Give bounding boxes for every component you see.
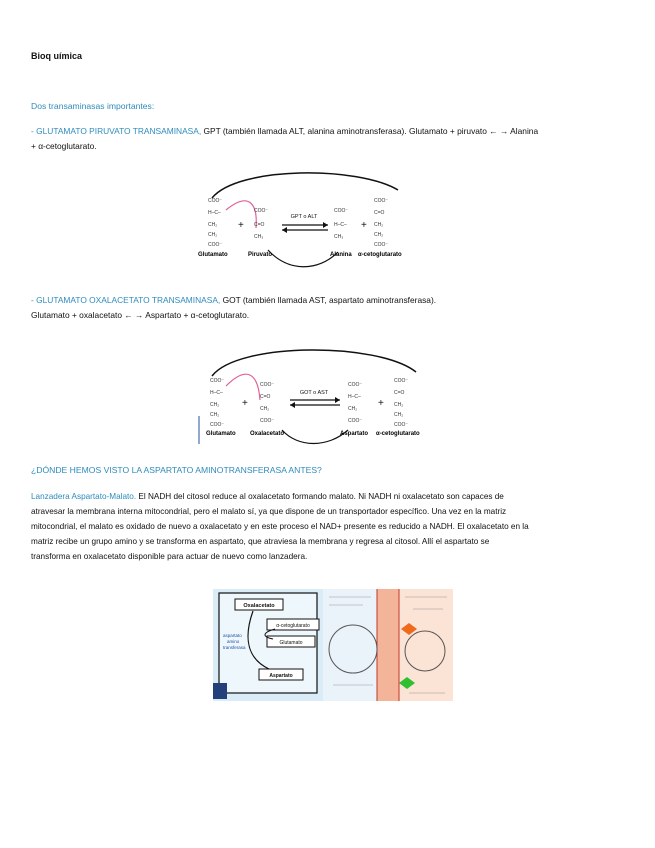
svg-text:COO⁻: COO⁻ — [348, 382, 363, 388]
shuttle-paragraph — [31, 489, 631, 564]
shuttle-line-1: El NADH del citosol reduce al oxalacetato formando malato. Ni NADH ni oxalacetato son capaces de — [136, 492, 504, 501]
return-arrow — [282, 430, 348, 444]
svg-text:CH₂: CH₂ — [208, 232, 218, 238]
amino-transfer-arrow — [212, 350, 416, 376]
fig2-label-cetoglutarato: α-cetoglutarato — [376, 431, 420, 437]
svg-text:CH₂: CH₂ — [260, 406, 270, 412]
svg-text:+: + — [238, 220, 244, 231]
svg-text:COO⁻: COO⁻ — [210, 422, 225, 428]
box-oxalacetato: Oxalacetato — [243, 603, 275, 609]
shuttle-figure — [213, 589, 453, 701]
amino-transfer-arrow — [212, 173, 398, 198]
svg-text:COO⁻: COO⁻ — [348, 418, 363, 424]
svg-text:CH₂: CH₂ — [348, 406, 358, 412]
shuttle-line-5: transforma en oxalacetato disponible para actuar de nuevo como lanzadera. — [31, 552, 308, 561]
svg-text:H–C–: H–C– — [348, 394, 361, 400]
section-heading-aspartate: ¿DÓNDE HEMOS VISTO LA ASPARTATO AMINOTRANSFERASA ANTES? — [31, 465, 322, 475]
return-arrow — [268, 250, 338, 267]
svg-text:COO⁻: COO⁻ — [210, 378, 225, 384]
box-cetoglutarato: α-cetoglutarato — [276, 623, 310, 629]
svg-text:CH₂: CH₂ — [374, 222, 384, 228]
alt-paragraph — [31, 124, 538, 154]
got-enzyme-name: - GLUTAMATO OXALACETATO TRANSAMINASA, — [31, 295, 221, 305]
enzyme-label-2: amino — [227, 639, 240, 644]
shuttle-line-2: atravesar la membrana interna mitocondrial, pero el malato sí, ya que dispone de un transportador específico. Una vez en la matriz — [31, 507, 507, 516]
svg-text:H–C–: H–C– — [210, 390, 223, 396]
ast-reaction-figure — [198, 346, 430, 446]
svg-text:+: + — [242, 398, 248, 409]
shuttle-name: Lanzadera Aspartato-Malato. — [31, 492, 137, 501]
svg-text:+: + — [361, 220, 367, 231]
svg-text:COO⁻: COO⁻ — [260, 418, 275, 424]
fig1-label-glutamato: Glutamato — [198, 252, 228, 258]
alt-reaction-figure — [198, 172, 413, 272]
alt-text-line2: + α-cetoglutarato. — [31, 141, 97, 151]
svg-text:COO⁻: COO⁻ — [208, 198, 223, 204]
pink-amino-arrow — [226, 374, 260, 400]
svg-text:+: + — [378, 398, 384, 409]
svg-text:COO⁻: COO⁻ — [260, 382, 275, 388]
svg-text:COO⁻: COO⁻ — [334, 208, 349, 214]
svg-text:COO⁻: COO⁻ — [254, 208, 269, 214]
svg-text:COO⁻: COO⁻ — [208, 242, 223, 248]
svg-text:H–C–: H–C– — [334, 222, 347, 228]
alt-enzyme-name: - GLUTAMATO PIRUVATO TRANSAMINASA, — [31, 126, 202, 136]
got-text-line1: GOT (también llamada AST, aspartato aminotransferasa). — [220, 295, 437, 305]
svg-text:CH₂: CH₂ — [208, 222, 218, 228]
svg-text:CH₂: CH₂ — [210, 402, 220, 408]
box-aspartato: Aspartato — [269, 673, 293, 679]
enzyme-label-3: transferasa — [223, 645, 246, 650]
alt-enzyme-label: GPT o ALT — [290, 214, 318, 220]
alt-text-line1: GPT (también llamada ALT, alanina aminotransferasa). Glutamato + piruvato ← → Alanina — [201, 126, 539, 136]
svg-text:COO⁻: COO⁻ — [394, 422, 409, 428]
document-header: Bioq uímica — [31, 51, 83, 61]
fig1-label-cetoglutarato: α-cetoglutarato — [358, 252, 402, 258]
got-paragraph — [31, 293, 436, 323]
svg-text:CH₂: CH₂ — [394, 412, 404, 418]
fig1-label-alanina: Alanina — [330, 252, 352, 258]
fig2-label-glutamato: Glutamato — [206, 431, 236, 437]
shuttle-line-3: mitocondrial, el malato es oxidado de nuevo a oxalacetato y en este proceso el NAD+ presente es reducido a NADH. El oxalacetato en la — [31, 522, 529, 531]
svg-text:C=O: C=O — [254, 222, 265, 228]
svg-text:CH₃: CH₃ — [254, 234, 264, 240]
svg-text:C=O: C=O — [260, 394, 271, 400]
svg-text:COO⁻: COO⁻ — [394, 378, 409, 384]
ast-enzyme-label: GOT o AST — [299, 390, 329, 396]
fig2-label-aspartato: Aspartato — [340, 431, 369, 437]
enzyme-label-1: aspartato — [223, 633, 242, 638]
svg-text:COO⁻: COO⁻ — [374, 198, 389, 204]
section-heading-transaminases: Dos transaminasas importantes: — [31, 101, 155, 111]
svg-text:C=O: C=O — [394, 390, 405, 396]
shuttle-line-4: matriz recibe un grupo amino y se transforma en aspartato, que atraviesa la membrana y regresa al citosol. Allí el aspartato se — [31, 537, 490, 546]
svg-text:COO⁻: COO⁻ — [374, 242, 389, 248]
svg-text:C=O: C=O — [374, 210, 385, 216]
svg-text:CH₂: CH₂ — [374, 232, 384, 238]
box-glutamato: Glutamato — [279, 640, 303, 646]
got-text-line2: Glutamato + oxalacetato ← → Aspartato + α-cetoglutarato. — [31, 310, 250, 320]
svg-text:CH₃: CH₃ — [334, 234, 344, 240]
svg-text:H–C–: H–C– — [208, 210, 221, 216]
fig1-label-piruvato: Piruvato — [248, 252, 273, 258]
svg-text:CH₂: CH₂ — [210, 412, 220, 418]
svg-text:CH₂: CH₂ — [394, 402, 404, 408]
fig2-label-oxalacetato: Oxalacetato — [250, 431, 285, 437]
